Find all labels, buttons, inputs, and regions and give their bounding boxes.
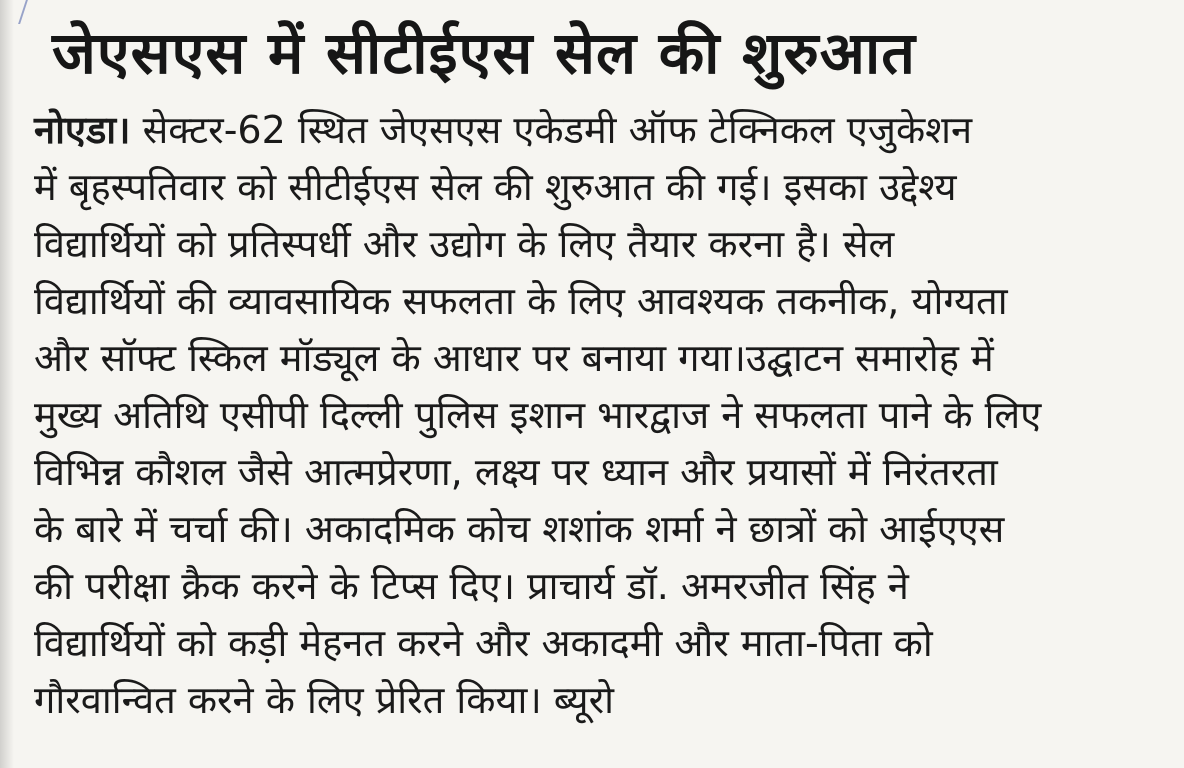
article-headline: जेएसएस में सीटीईएस सेल की शुरुआत [52,19,917,87]
body-line-1-text: सेक्टर-62 स्थित जेएसएस एकेडमी ऑफ टेक्निकल एजुकेशन [130,108,973,152]
body-line-1 [34,102,1144,159]
dateline: नोएडा। [34,108,131,152]
body-line-5: और सॉफ्ट स्किल मॉड्यूल के आधार पर बनाया गया।उद्घाटन समारोह में [34,336,994,380]
page-edge-shadow [0,0,14,768]
body-line-4: विद्यार्थियों की व्यावसायिक सफलता के लिए आवश्यक तकनीक, योग्यता [34,279,1008,323]
body-line-8: के बारे में चर्चा की। अकादमिक कोच शशांक शर्मा ने छात्रों को आईएएस [34,507,1005,551]
article-body [34,102,1144,729]
body-line-7: विभिन्न कौशल जैसे आत्मप्रेरणा, लक्ष्य पर ध्यान और प्रयासों में निरंतरता [34,450,998,494]
corner-ink-mark [0,0,28,24]
body-line-3: विद्यार्थियों को प्रतिस्पर्धी और उद्योग के लिए तैयार करना है। सेल [34,222,895,266]
body-line-2: में बृहस्पतिवार को सीटीईएस सेल की शुरुआत की गई। इसका उद्देश्य [34,165,957,209]
body-line-9: की परीक्षा क्रैक करने के टिप्स दिए। प्राचार्य डॉ. अमरजीत सिंह ने [34,564,909,608]
body-line-10: विद्यार्थियों को कड़ी मेहनत करने और अकादमी और माता-पिता को [34,621,933,665]
body-line-11: गौरवान्वित करने के लिए प्रेरित किया। ब्यूरो [34,678,614,722]
body-line-6: मुख्य अतिथि एसीपी दिल्ली पुलिस इशान भारद्वाज ने सफलता पाने के लिए [34,393,1042,437]
